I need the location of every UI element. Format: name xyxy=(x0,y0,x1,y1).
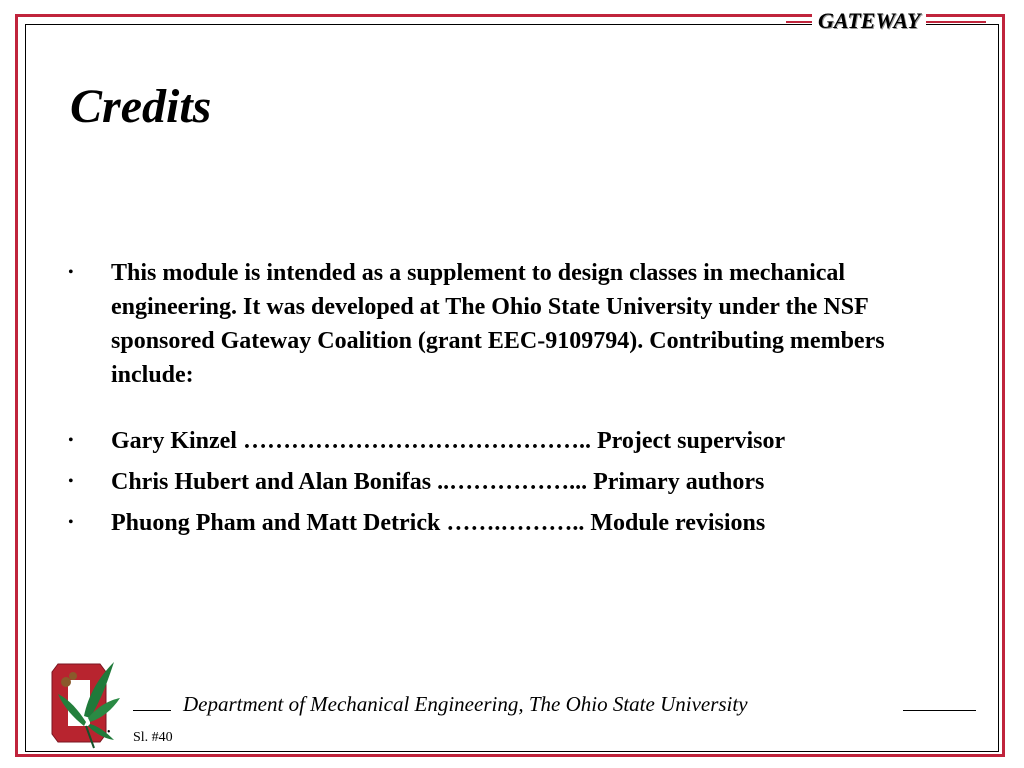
footer-bullet-icon: • xyxy=(107,727,111,738)
gateway-rule-left xyxy=(786,21,812,23)
gateway-logo xyxy=(812,8,926,34)
bullet-intro: • This module is intended as a supplement to design classes in mechanical engineering. It was developed at The Ohio State University under the NSF sponsored Gateway Coalition (grant EEC-9109794). Contributing members include: xyxy=(68,256,948,392)
footer-rule-right xyxy=(903,710,976,711)
gateway-rule-right xyxy=(926,21,986,23)
bullet-list xyxy=(68,256,948,547)
footer-rule-left xyxy=(133,710,171,711)
gateway-logo-text: GATEWAY xyxy=(818,8,921,33)
bullet-credit-revisions: • Phuong Pham and Matt Detrick …….……….. Module revisions xyxy=(68,506,948,540)
bullet-credit-supervisor: • Gary Kinzel …………………………………….. Project supervisor xyxy=(68,424,948,458)
bullet-credit-authors: • Chris Hubert and Alan Bonifas ..……………... Primary authors xyxy=(68,465,948,499)
slide-title: Credits xyxy=(70,80,212,133)
slide-number: Sl. #40 xyxy=(133,730,173,745)
footer-department: Department of Mechanical Engineering, The Ohio State University xyxy=(183,692,748,716)
